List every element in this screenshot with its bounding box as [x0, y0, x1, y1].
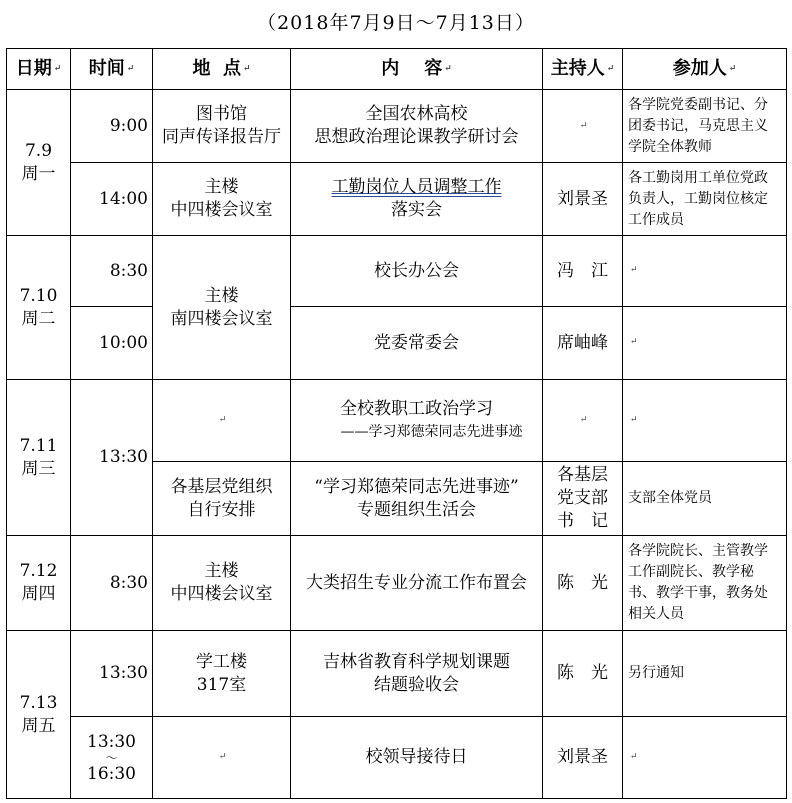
time-cell: 8:30	[71, 236, 153, 307]
place-cell: 学工楼 317室	[153, 631, 291, 717]
table-row	[7, 163, 787, 236]
place-cell: 主楼 南四楼会议室	[153, 236, 291, 380]
attendees-cell: 支部全体党员	[623, 462, 787, 536]
content-cell: “学习郑德荣同志先进事迹” 专题组织生活会	[291, 462, 543, 536]
content-cell: 吉林省教育科学规划课题 结题验收会	[291, 631, 543, 717]
place-cell: 主楼 中四楼会议室	[153, 536, 291, 631]
content-cell: 全国农林高校 思想政治理论课教学研讨会	[291, 90, 543, 163]
host-cell: 各基层 党支部 书 记	[543, 462, 623, 536]
date-cell: 7.11 周三	[7, 380, 71, 536]
attendees-cell: ↵	[623, 236, 787, 307]
table-row	[7, 90, 787, 163]
header-place: 地 点 ↵	[153, 49, 291, 90]
date-cell: 7.9 周一	[7, 90, 71, 236]
table-row	[7, 536, 787, 631]
table-row	[7, 717, 787, 799]
attendees-cell: 各工勤岗用工单位党政负责人，工勤岗位核定工作成员	[623, 163, 787, 236]
host-cell: 刘景圣	[543, 163, 623, 236]
schedule-title: （2018年7月9日～7月13日）	[257, 12, 535, 34]
content-cell: 工勤岗位人员调整工作 落实会	[291, 163, 543, 236]
time-cell: 13:30	[71, 631, 153, 717]
time-cell: 8:30	[71, 536, 153, 631]
host-cell: 冯 江	[543, 236, 623, 307]
time-cell: 14:00	[71, 163, 153, 236]
host-cell: ↵	[543, 380, 623, 462]
host-cell: 席岫峰	[543, 307, 623, 380]
attendees-cell: 另行通知	[623, 631, 787, 717]
table-row	[7, 380, 787, 462]
content-cell: 全校教职工政治学习 ——学习郑德荣同志先进事迹	[291, 380, 543, 462]
attendees-cell: 各学院党委副书记、分团委书记，马克思主义学院全体教师	[623, 90, 787, 163]
time-cell: 13:30 ～ 16:30	[71, 717, 153, 799]
content-cell: 校领导接待日	[291, 717, 543, 799]
content-cell: 校长办公会	[291, 236, 543, 307]
place-cell: 主楼 中四楼会议室	[153, 163, 291, 236]
date-cell: 7.13 周五	[7, 631, 71, 799]
place-cell: ↵	[153, 717, 291, 799]
attendees-cell: ↵	[623, 307, 787, 380]
header-time: 时间 ↵	[71, 49, 153, 90]
place-cell: ↵	[153, 380, 291, 462]
header-attendees: 参加人 ↵	[623, 49, 787, 90]
time-cell: 13:30	[71, 380, 153, 536]
attendees-cell: 各学院院长、主管教学工作副院长、教学秘书、教学干事，教务处相关人员	[623, 536, 787, 631]
table-row	[7, 236, 787, 307]
place-cell: 图书馆 同声传译报告厅	[153, 90, 291, 163]
host-cell: 陈 光	[543, 536, 623, 631]
content-cell: 党委常委会	[291, 307, 543, 380]
header-date: 日期 ↵	[7, 49, 71, 90]
host-cell: 陈 光	[543, 631, 623, 717]
time-cell: 10:00	[71, 307, 153, 380]
date-cell: 7.12 周四	[7, 536, 71, 631]
content-cell: 大类招生专业分流工作布置会	[291, 536, 543, 631]
host-cell: ↵	[543, 90, 623, 163]
schedule-table	[6, 48, 787, 799]
header-content: 内 容 ↵	[291, 49, 543, 90]
attendees-cell: ↵	[623, 380, 787, 462]
header-host: 主持人 ↵	[543, 49, 623, 90]
date-cell: 7.10 周二	[7, 236, 71, 380]
header-row	[7, 49, 787, 90]
host-cell: 刘景圣	[543, 717, 623, 799]
time-cell: 9:00	[71, 90, 153, 163]
table-row	[7, 631, 787, 717]
attendees-cell: ↵	[623, 717, 787, 799]
table-row	[7, 307, 787, 380]
place-cell: 各基层党组织 自行安排	[153, 462, 291, 536]
